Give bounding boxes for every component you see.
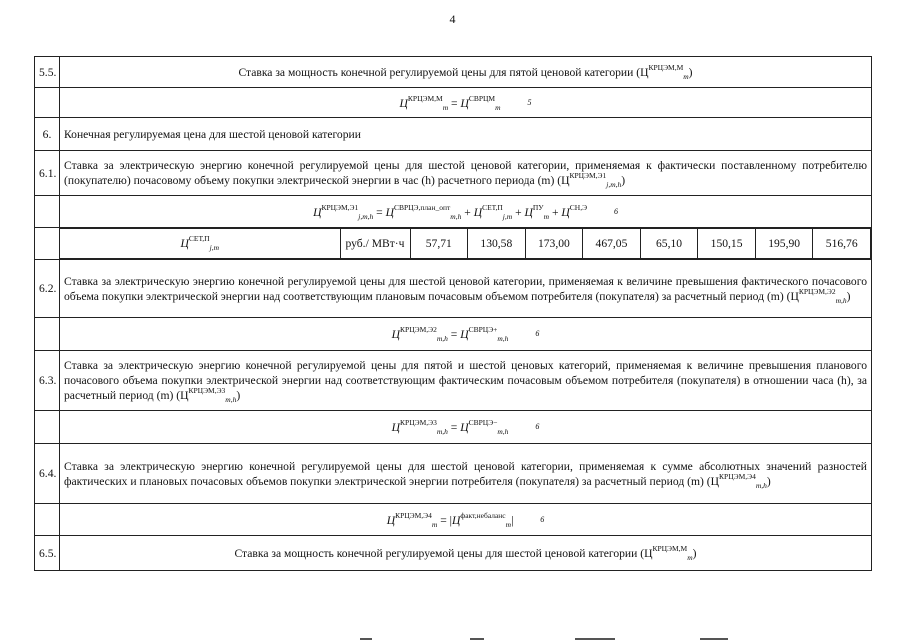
table-row <box>35 151 872 196</box>
row-number: 6.3. <box>35 351 60 411</box>
footnote-mark: 6 <box>540 514 545 524</box>
value-label: $Ц^{СЕТ,П}_{j,m}$ <box>60 229 340 259</box>
row-text: Ставка за мощность конечной регулируемой цены для шестой ценовой категории $(Ц^{КРЦЭМ,М}_m)$ <box>60 536 872 571</box>
footnote-mark: 6 <box>613 206 618 216</box>
table-row <box>35 118 872 151</box>
footnote-mark: 6 <box>535 422 540 431</box>
value-cell: 173,00 <box>525 229 583 259</box>
value-cell: 516,76 <box>813 229 871 259</box>
footnote-mark: 6 <box>535 329 540 338</box>
table-row <box>35 536 872 571</box>
formula: $Ц^{КРЦЭМ,Э1}_{j,m,h} = Ц^{СВРЦЭ,план\_опт}_{m,h} + Ц^{СЕТ,П}_{j,m} + Ц^{ПУ}_m + Ц^{СН,Э}$ 6 <box>60 196 872 228</box>
row-number: 6.2. <box>35 260 60 318</box>
row-number: 5.5. <box>35 57 60 88</box>
formula-row <box>35 318 872 351</box>
row-number: 6.4. <box>35 444 60 504</box>
formula: $Ц^{КРЦЭМ,Э4}_m = |Ц^{факт,небаланс}_m|$ 6 <box>60 504 872 536</box>
formula-row <box>35 88 872 118</box>
value-cell: 65,10 <box>640 229 698 259</box>
footnote-mark: 5 <box>527 97 532 107</box>
formula: $Ц^{КРЦЭМ,М}_m = Ц^{СВРЦМ}_m$ 5 <box>60 88 872 118</box>
table-row <box>35 57 872 88</box>
value-cell: 57,71 <box>410 229 468 259</box>
row-text: Ставка за электрическую энергию конечной регулируемой цены для шестой ценовой категории, применяемая к фактически поставленному потребителю (покупателю) почасовому объему покупки электрической энергии в час (h) расчетного периода (m) $(Ц^{КРЦЭМ,Э1}_{j,m,h})$ <box>60 151 872 196</box>
formula-row <box>35 196 872 228</box>
values-row <box>35 228 872 260</box>
row-text: Ставка за электрическую энергию конечной регулируемой цены для шестой ценовой категории, применяемая к сумме абсолютных значений разностей фактических и плановых почасовых объемов покупки электрической энергии потребителя (покупателя) за расчетный период (m) $(Ц^{КРЦЭМ,Э4}_{m,h})$ <box>60 444 872 504</box>
row-number: 6.1. <box>35 151 60 196</box>
value-cell: 195,90 <box>755 229 813 259</box>
row-text: Ставка за электрическую энергию конечной регулируемой цены для пятой и шестой ценовых категорий, применяемая к величине превышения планового почасового объема покупки электрической энергии над соответствующим фактическим почасовым объемом потребителя (покупателя) в отношении часа (h), за расчетный период (m) $(Ц^{КРЦЭМ,Э3}_{m,h})$ <box>60 351 872 411</box>
formula: $Ц^{КРЦЭМ,Э2}_{m,h} = Ц^{СВРЦЭ+}_{m,h}$ 6 <box>60 318 872 351</box>
page-number: 4 <box>449 12 456 26</box>
formula: $Ц^{КРЦЭМ,Э3}_{m,h} = Ц^{СВРЦЭ-}_{m,h}$ 6 <box>60 411 872 444</box>
table-row <box>35 351 872 411</box>
table-row <box>35 444 872 504</box>
unit-cell: руб./ МВт·ч <box>340 229 410 259</box>
value-cell: 130,58 <box>468 229 526 259</box>
row-number: 6. <box>35 118 60 151</box>
value-cell: 467,05 <box>583 229 641 259</box>
value-cell: 150,15 <box>698 229 756 259</box>
tariff-table <box>34 56 872 571</box>
values-table <box>60 228 871 259</box>
row-text: Ставка за электрическую энергию конечной регулируемой цены для шестой ценовой категории, применяемая к величине превышения фактического почасового объема покупки электрической энергии над соответствующим плановым почасовым объемом потребителя (покупателя) за расчетный период (m) $(Ц^{КРЦЭМ,Э2}_{m,h})$ <box>60 260 872 318</box>
formula-row <box>35 411 872 444</box>
row-text: Конечная регулируемая цена для шестой ценовой категории <box>60 118 872 151</box>
row-text: Ставка за мощность конечной регулируемой цены для пятой ценовой категории $(Ц^{КРЦЭМ,М}_m)$ <box>60 57 872 88</box>
formula-row <box>35 504 872 536</box>
row-number: 6.5. <box>35 536 60 571</box>
table-row <box>35 260 872 318</box>
